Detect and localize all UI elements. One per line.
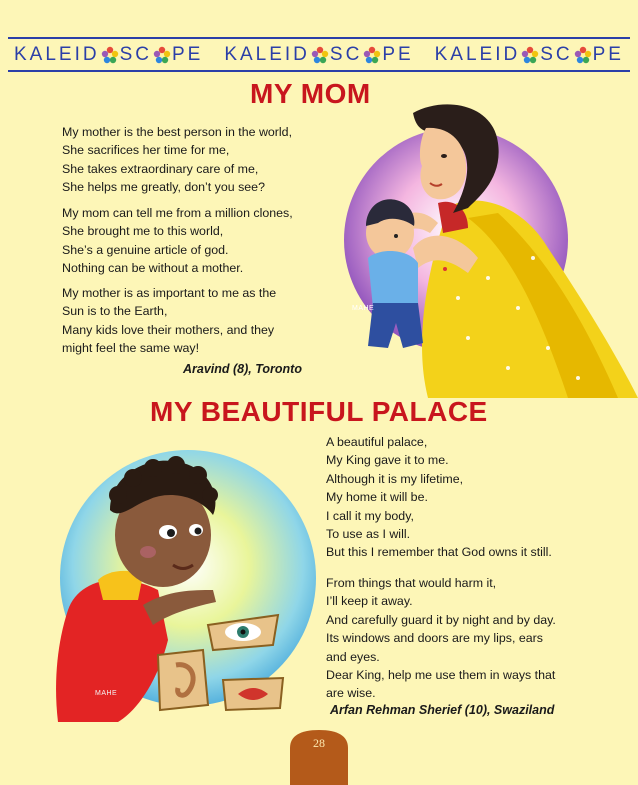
masthead-text: SC: [119, 44, 152, 65]
poem-line: From things that would harm it,: [326, 576, 497, 590]
poem-line: Its windows and doors are my lips, ears: [326, 631, 543, 646]
flower-icon: [521, 46, 539, 64]
poem1-author: Aravind (8), Toronto: [183, 362, 302, 376]
poem-line: I call it my body,: [326, 508, 414, 523]
poem-line: Although it is my lifetime,: [326, 471, 464, 486]
masthead-text: SC: [540, 44, 573, 65]
mother-child-illustration: [318, 98, 638, 398]
masthead-kaleidoscope-3: [435, 44, 624, 66]
poem-line: She helps me greatly, don’t you see?: [62, 180, 265, 195]
poem-line: My mother is as important to me as the: [62, 286, 277, 300]
poem-line: Sun is to the Earth,: [62, 304, 168, 319]
flower-icon: [153, 46, 171, 64]
poem-line: And carefully guard it by night and by day.: [326, 612, 556, 627]
masthead-row: [14, 42, 624, 68]
poem-line: Nothing can be without a mother.: [62, 261, 244, 276]
header-rule-top: [8, 37, 630, 39]
masthead-text: PE: [172, 44, 204, 65]
poem-line: She’s a genuine article of god.: [62, 242, 229, 257]
masthead-text: SC: [329, 44, 363, 65]
masthead-text: KALEID: [224, 44, 310, 65]
flower-icon: [101, 46, 119, 64]
poem-line: My mom can tell me from a million clones,: [62, 206, 293, 220]
poem-line: She sacrifices her time for me,: [62, 143, 230, 158]
masthead-text: KALEID: [434, 44, 521, 65]
poem-line: might feel the same way!: [62, 341, 200, 356]
poem-line: To use as I will.: [326, 527, 411, 542]
masthead-kaleidoscope-2: [224, 44, 413, 66]
poem-line: But this I remember that God owns it still.: [326, 545, 552, 560]
poem-line: My home it will be.: [326, 490, 428, 505]
poem-line: My King gave it to me.: [326, 453, 449, 468]
header-rule-bottom: [8, 70, 630, 72]
poem-line: Many kids love their mothers, and they: [62, 322, 275, 337]
poem2-author: Arfan Rehman Sherief (10), Swaziland: [330, 703, 555, 717]
illustrator-signature: MAHE: [95, 690, 118, 697]
page-number: 28: [313, 736, 325, 750]
flower-icon: [363, 46, 381, 64]
poem-line: and eyes.: [326, 649, 380, 664]
poem-title-my-mom: MY MOM: [250, 78, 371, 109]
poem2-stanza-2: [326, 574, 556, 703]
poem-line: She takes extraordinary care of me,: [62, 161, 259, 176]
poem-line: Dear King, help me use them in ways that: [326, 668, 556, 683]
poem-line: I’ll keep it away.: [326, 594, 413, 609]
child-senses-illustration: [48, 440, 318, 722]
poem1-stanza-1: [62, 123, 292, 197]
illustrator-signature: MAHE: [352, 305, 375, 312]
flower-icon: [311, 46, 329, 64]
poem-title-my-beautiful-palace: MY BEAUTIFUL PALACE: [150, 396, 488, 427]
masthead-text: PE: [592, 44, 624, 65]
poem-line: My mother is the best person in the world,: [62, 125, 293, 139]
poem-line: are wise.: [326, 686, 376, 701]
poem1-stanza-2: [62, 204, 293, 278]
poem1-stanza-3: [62, 284, 276, 358]
masthead-kaleidoscope-1: [14, 44, 203, 66]
poem-line: A beautiful palace,: [326, 435, 428, 449]
poem-line: She brought me to this world,: [62, 224, 224, 239]
masthead-text: PE: [382, 44, 414, 65]
masthead-text: KALEID: [14, 44, 100, 65]
flower-icon: [574, 46, 592, 64]
poem2-stanza-1: [326, 433, 552, 562]
